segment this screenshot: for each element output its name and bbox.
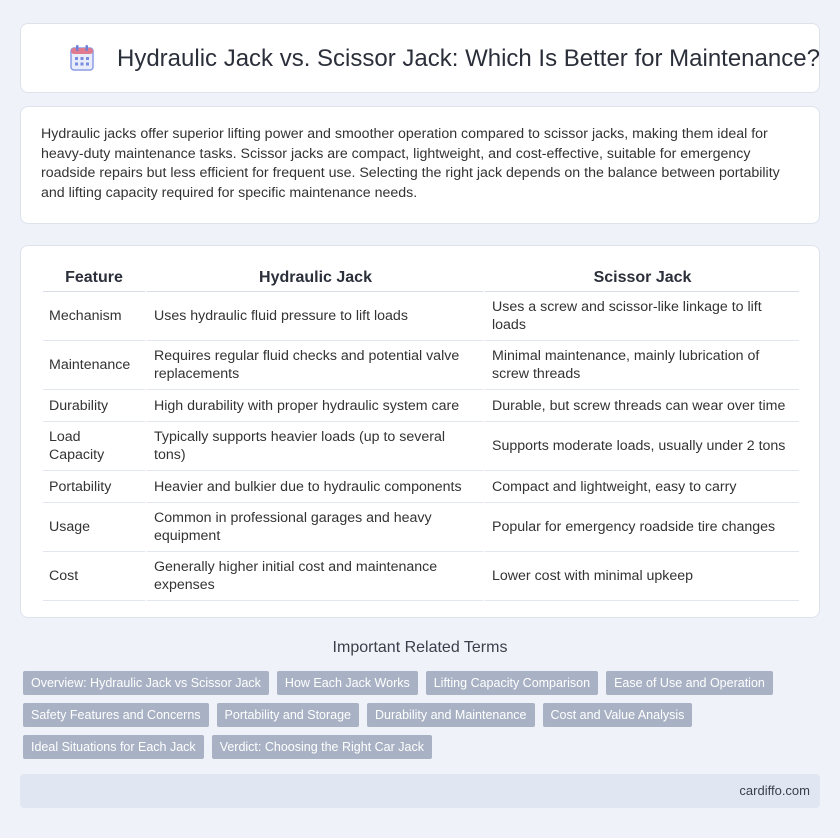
related-terms-title: Important Related Terms xyxy=(332,639,508,656)
related-tag[interactable]: Durability and Maintenance xyxy=(367,703,534,727)
table-row xyxy=(43,422,799,471)
scissor-cell: Minimal maintenance, mainly lubrication of screw threads xyxy=(483,341,799,390)
hydraulic-cell: Typically supports heavier loads (up to several tons) xyxy=(145,422,483,471)
feature-cell: Maintenance xyxy=(43,341,145,390)
table-row xyxy=(43,552,799,601)
table-row xyxy=(43,292,799,341)
hydraulic-cell: High durability with proper hydraulic system care xyxy=(145,390,483,422)
feature-cell: Cost xyxy=(43,552,145,601)
page-title: Hydraulic Jack vs. Scissor Jack: Which Is Better for Maintenance? xyxy=(117,45,820,72)
table-row xyxy=(43,471,799,503)
hydraulic-cell: Generally higher initial cost and maintenance expenses xyxy=(145,552,483,601)
comparison-card xyxy=(20,245,820,618)
scissor-cell: Lower cost with minimal upkeep xyxy=(483,552,799,601)
hydraulic-cell: Heavier and bulkier due to hydraulic components xyxy=(145,471,483,503)
column-header-feature: Feature xyxy=(43,264,145,292)
feature-cell: Mechanism xyxy=(43,292,145,341)
related-tag[interactable]: How Each Jack Works xyxy=(277,671,418,695)
intro-text: Hydraulic jacks offer superior lifting power and smoother operation compared to scissor jacks, making them ideal for heavy-duty maintenance tasks. Scissor jacks are compact, lightweight, and cost-effective, suitable for emergency roadside repairs but less efficient for frequent use. Selecting the right jack depends on the balance between portability and lifting capacity required for specific maintenance needs. xyxy=(41,126,780,201)
scissor-cell: Popular for emergency roadside tire changes xyxy=(483,503,799,552)
feature-cell: Durability xyxy=(43,390,145,422)
hydraulic-cell: Common in professional garages and heavy equipment xyxy=(145,503,483,552)
related-tag[interactable]: Overview: Hydraulic Jack vs Scissor Jack xyxy=(23,671,269,695)
scissor-cell: Compact and lightweight, easy to carry xyxy=(483,471,799,503)
hydraulic-cell: Requires regular fluid checks and potential valve replacements xyxy=(145,341,483,390)
footer-site-link[interactable]: cardiffo.com xyxy=(739,783,810,798)
calendar-icon xyxy=(69,44,95,72)
hydraulic-cell: Uses hydraulic fluid pressure to lift loads xyxy=(145,292,483,341)
page-header xyxy=(20,23,820,93)
table-row xyxy=(43,390,799,422)
scissor-cell: Durable, but screw threads can wear over time xyxy=(483,390,799,422)
related-tag[interactable]: Ideal Situations for Each Jack xyxy=(23,735,204,759)
feature-cell: Portability xyxy=(43,471,145,503)
scissor-cell: Supports moderate loads, usually under 2 tons xyxy=(483,422,799,471)
page-footer xyxy=(20,774,820,808)
feature-cell: Load Capacity xyxy=(43,422,145,471)
comparison-table xyxy=(43,264,799,601)
intro-card xyxy=(20,106,820,224)
related-tag[interactable]: Verdict: Choosing the Right Car Jack xyxy=(212,735,432,759)
table-row xyxy=(43,341,799,390)
column-header-hydraulic: Hydraulic Jack xyxy=(145,264,483,292)
related-terms-list xyxy=(23,671,823,767)
related-tag[interactable]: Ease of Use and Operation xyxy=(606,671,773,695)
table-row xyxy=(43,503,799,552)
scissor-cell: Uses a screw and scissor-like linkage to lift loads xyxy=(483,292,799,341)
related-tag[interactable]: Safety Features and Concerns xyxy=(23,703,209,727)
related-tag[interactable]: Lifting Capacity Comparison xyxy=(426,671,598,695)
column-header-scissor: Scissor Jack xyxy=(483,264,799,292)
related-tag[interactable]: Cost and Value Analysis xyxy=(543,703,693,727)
feature-cell: Usage xyxy=(43,503,145,552)
related-tag[interactable]: Portability and Storage xyxy=(217,703,359,727)
